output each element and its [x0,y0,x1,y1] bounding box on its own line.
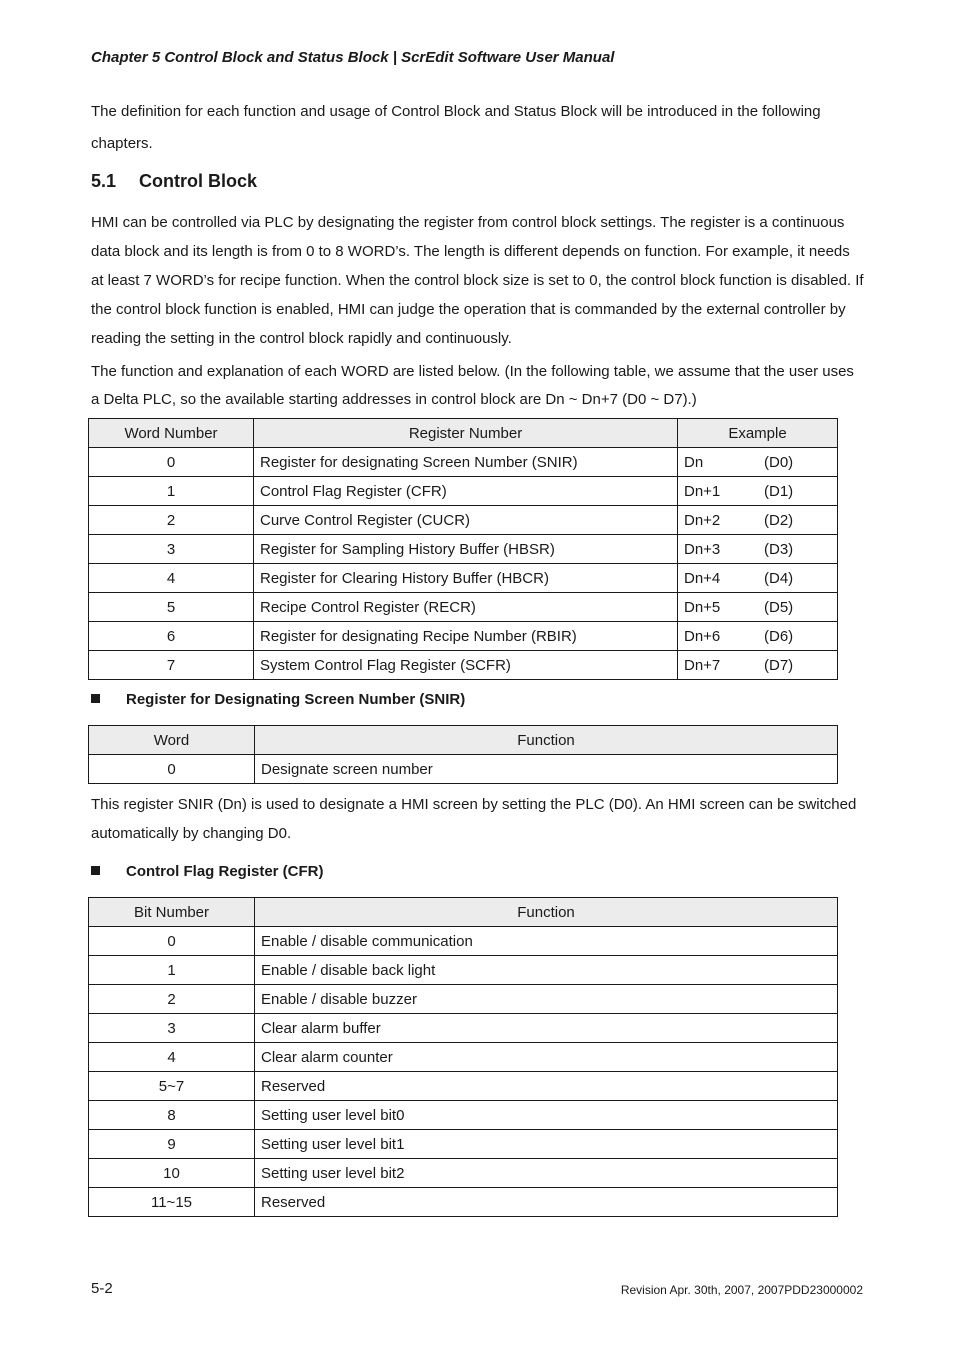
column-header: Bit Number [89,898,255,927]
table-row: 3 Clear alarm buffer [89,1014,838,1043]
table-row: 1 Control Flag Register (CFR) Dn+1 (D1) [89,477,838,506]
snir-description: This register SNIR (Dn) is used to designate a HMI screen by setting the PLC (D0). An HMI screen can be switched automatically by changing D0. [91,796,857,842]
column-header: Function [255,726,838,755]
revision-note: Revision Apr. 30th, 2007, 2007PDD23000002 [620,1283,863,1297]
snir-heading: Register for Designating Screen Number (SNIR) [91,691,465,708]
table-row: 6 Register for designating Recipe Number (RBIR) Dn+6 (D6) [89,622,838,651]
intro-paragraph: The definition for each function and usage of Control Block and Status Block will be introduced in the following chapters. [91,103,821,152]
column-header: Function [255,898,838,927]
bullet-square-icon [91,694,100,703]
column-header: Word [89,726,255,755]
column-header: Example [678,419,838,448]
table-row: 4 Register for Clearing History Buffer (HBCR) Dn+4 (D4) [89,564,838,593]
table-row: 0 Enable / disable communication [89,927,838,956]
table-row: 1 Enable / disable back light [89,956,838,985]
table-row: 7 System Control Flag Register (SCFR) Dn+7 (D7) [89,651,838,680]
cfr-heading: Control Flag Register (CFR) [91,863,324,880]
column-header: Word Number [89,419,254,448]
table-row: 3 Register for Sampling History Buffer (HBSR) Dn+3 (D3) [89,535,838,564]
table-row: 5 Recipe Control Register (RECR) Dn+5 (D5) [89,593,838,622]
section-name: Control Block [139,171,258,191]
table-header-row [89,726,838,755]
snir-table [88,725,838,784]
table-intro-paragraph: The function and explanation of each WORD are listed below. (In the following table, we assume that the user uses a Delta PLC, so the available starting addresses in control block are Dn ~ Dn+7 (D0 ~ D7).) [91,363,854,408]
control-block-paragraph: HMI can be controlled via PLC by designating the register from control block settings. The register is a continuous data block and its length is from 0 to 8 WORD’s. The length is different depends on function. For example, it needs at least 7 WORD’s for recipe function. When the control block size is set to 0, the control block function is disabled. If the control block function is enabled, HMI can judge the operation that is commanded by the external controller by reading the setting in the control block rapidly and continuously. [91,214,864,347]
control-block-table [88,418,838,680]
page-header: Chapter 5 Control Block and Status Block | ScrEdit Software User Manual [91,49,615,66]
table-row: 2 Curve Control Register (CUCR) Dn+2 (D2) [89,506,838,535]
table-row: 11~15 Reserved [89,1188,838,1217]
table-row: 8 Setting user level bit0 [89,1101,838,1130]
table-row: 0 Register for designating Screen Number (SNIR) Dn (D0) [89,448,838,477]
table-row: 2 Enable / disable buzzer [89,985,838,1014]
section-number: 5.1 [91,171,117,191]
bullet-square-icon [91,866,100,875]
table-row: 5~7 Reserved [89,1072,838,1101]
table-header-row [89,898,838,927]
cfr-table [88,897,838,1217]
column-header: Register Number [254,419,678,448]
page-number: 5-2 [91,1280,113,1297]
table-row: 4 Clear alarm counter [89,1043,838,1072]
table-row: 9 Setting user level bit1 [89,1130,838,1159]
table-header-row [89,419,838,448]
section-title [91,171,257,192]
table-row: 0 Designate screen number [89,755,838,784]
table-row: 10 Setting user level bit2 [89,1159,838,1188]
